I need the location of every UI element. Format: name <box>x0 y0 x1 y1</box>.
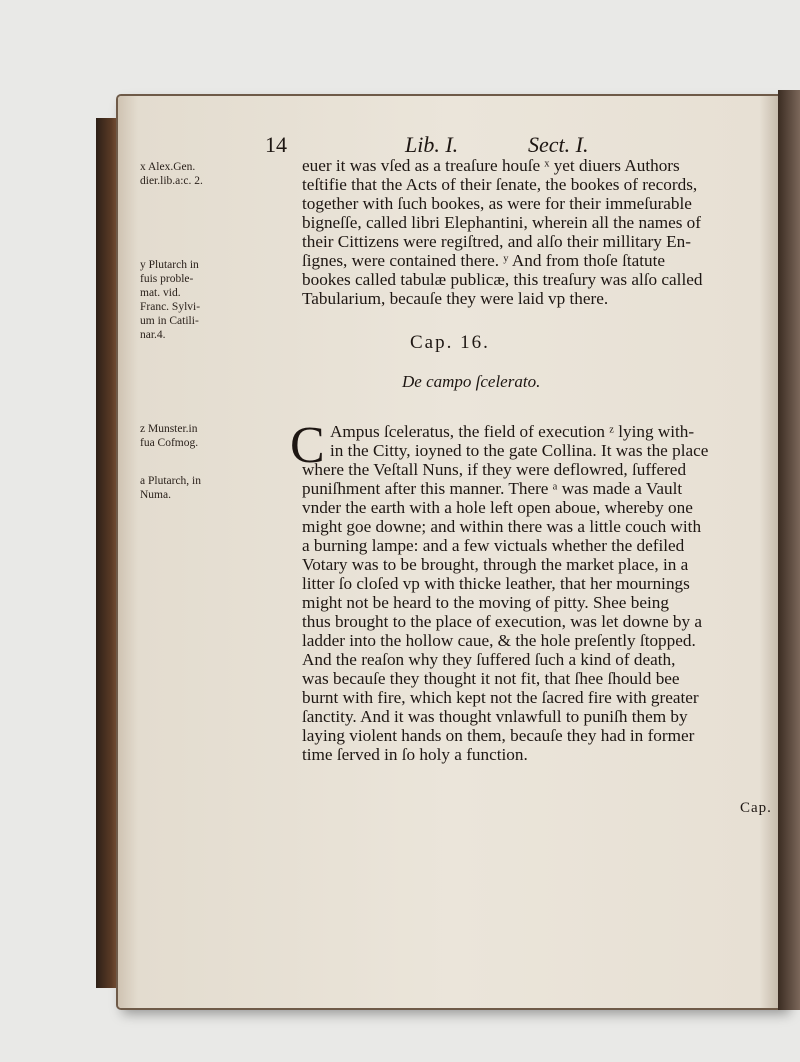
text-line: might goe downe; and within there was a little couch with <box>302 517 702 536</box>
margin-line: dier.lib.a:c. 2. <box>140 175 203 187</box>
page-number: 14 <box>265 132 287 157</box>
text-line: Tabularium, becauſe they were laid vp there. <box>302 289 609 308</box>
text-line: ſignes, were contained there. ʸ And from thoſe ſtatute <box>302 251 666 270</box>
text-line: puniſhment after this manner. There ᵃ was made a Vault <box>302 479 683 498</box>
margin-line: x Alex.Gen. <box>140 161 196 173</box>
text-line: euer it was vſed as a treaſure houſe ˣ yet diuers Authors <box>302 156 680 175</box>
text-line: ladder into the hollow caue, & the hole preſently ſtopped. <box>302 631 696 650</box>
chapter-heading: Cap. 16. <box>410 332 490 353</box>
margin-line: mat. vid. <box>140 287 181 299</box>
text-line: And the reaſon why they ſuffered ſuch a kind of death, <box>302 650 676 669</box>
page-right-edge <box>778 90 800 1010</box>
drop-cap: C <box>290 417 325 474</box>
text-line: where the Veſtall Nuns, if they were deflowred, ſuffered <box>302 460 687 479</box>
text-line: bigneſſe, called libri Elephantini, wherein all the names of <box>302 213 701 232</box>
margin-line: nar.4. <box>140 329 166 341</box>
margin-line: fua Cofmog. <box>140 437 199 449</box>
text-line: burnt with fire, which kept not the ſacred fire with greater <box>302 688 699 707</box>
text-line: thus brought to the place of execution, was let downe by a <box>302 612 702 631</box>
text-line: bookes called tabulæ publicæ, this treaſury was alſo called <box>302 270 703 289</box>
text-line: their Cittizens were regiſtred, and alſo their millitary En- <box>302 232 691 251</box>
text-line: might not be heard to the moving of pitty. Shee being <box>302 593 669 612</box>
margin-line: z Munster.in <box>140 423 198 435</box>
chapter-title: De campo ſcelerato. <box>402 372 541 391</box>
text-line: litter ſo cloſed vp with thicke leather, that her mournings <box>302 574 690 593</box>
header-sect: Sect. I. <box>528 132 589 157</box>
margin-line: a Plutarch, in <box>140 475 201 487</box>
text-line: Ampus ſceleratus, the field of execution ᶻ lying with- <box>330 422 695 441</box>
text-line: time ſerved in ſo holy a function. <box>302 745 528 764</box>
margin-line: Numa. <box>140 489 171 501</box>
text-line: teſtifie that the Acts of their ſenate, the bookes of records, <box>302 175 698 194</box>
text-line: together with ſuch bookes, as were for their immeſurable <box>302 194 692 213</box>
catchword: Cap. <box>740 800 772 816</box>
text-line: was becauſe they thought it not fit, that ſhee ſhould bee <box>302 669 680 688</box>
margin-note-x <box>140 160 203 188</box>
margin-line: y Plutarch in <box>140 259 199 271</box>
margin-line: um in Catili- <box>140 315 199 327</box>
margin-note-y <box>140 258 200 342</box>
text-line: ſanctity. And it was thought vnlawfull to puniſh them by <box>302 707 688 726</box>
text-line: laying violent hands on them, becauſe they had in former <box>302 726 695 745</box>
header-lib: Lib. I. <box>405 132 459 157</box>
margin-note-a <box>140 474 201 502</box>
text-line: vnder the earth with a hole left open aboue, whereby one <box>302 498 693 517</box>
margin-line: Franc. Sylvi- <box>140 301 201 313</box>
text-line: Votary was to be brought, through the market place, in a <box>302 555 689 574</box>
margin-note-z <box>140 422 198 450</box>
margin-line: fuis proble- <box>140 273 194 285</box>
text-line: a burning lampe: and a few victuals whether the defiled <box>302 536 685 555</box>
text-line: in the Citty, ioyned to the gate Collina. It was the place <box>330 441 709 460</box>
